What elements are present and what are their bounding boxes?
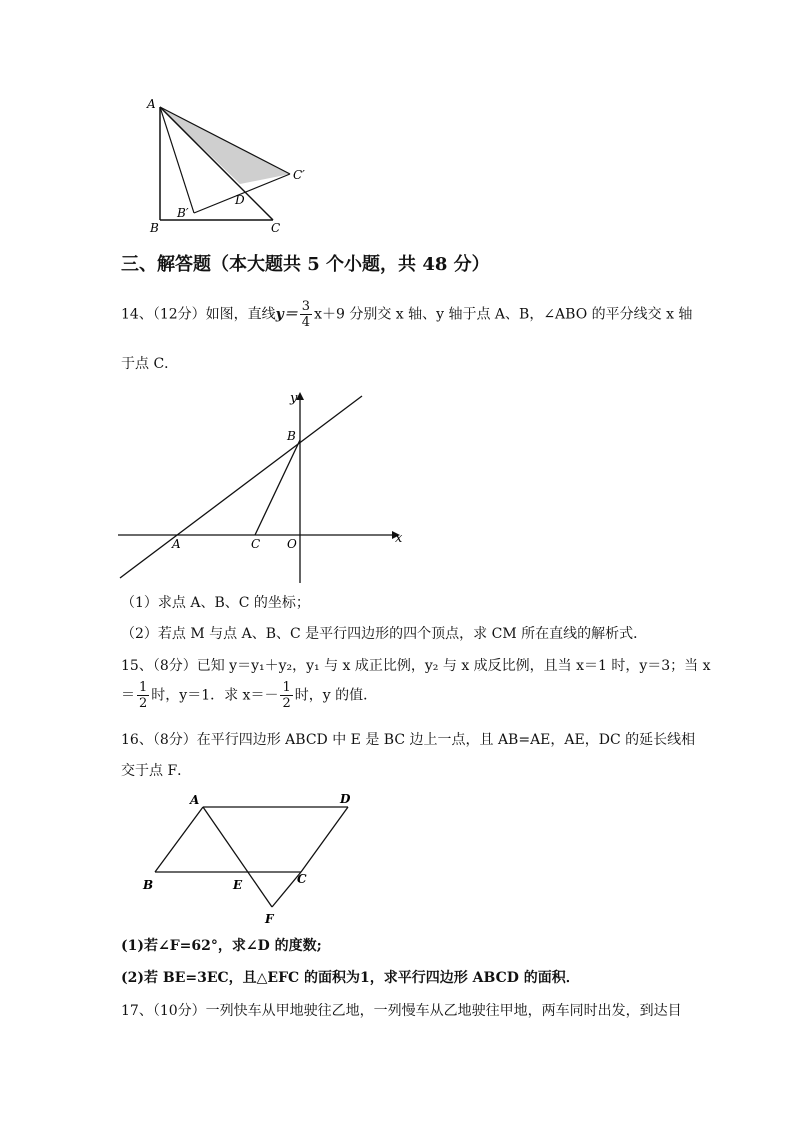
q14-frac-den: 4 xyxy=(301,315,311,330)
label-o: O xyxy=(287,537,297,551)
q14-part1: （1）求点 A、B、C 的坐标； xyxy=(121,595,310,611)
segment-bc xyxy=(255,440,300,535)
label-d: D xyxy=(235,193,245,207)
q15-line2-a: ＝ xyxy=(121,687,135,704)
q14-after-frac: x＋9 分别交 x 轴、y 轴于点 A、B，∠ABO 的平分线交 x 轴 xyxy=(314,306,693,323)
label-a: A xyxy=(147,97,156,111)
q15-line2-b: 时，y＝1．求 x＝－ xyxy=(151,687,279,704)
label-y: y xyxy=(290,391,298,406)
q15-fraction-2 xyxy=(280,681,292,710)
q15-frac2-num: 1 xyxy=(282,680,291,695)
q16-part2: (2)若 BE=3EC，且△EFC 的面积为1，求平行四边形 ABCD 的面积． xyxy=(121,970,580,986)
section-heading: 三、解答题（本大题共 5 个小题，共 48 分） xyxy=(121,254,490,275)
label-c-prime: C′ xyxy=(293,168,305,182)
q15-frac1-den: 2 xyxy=(139,696,148,711)
label-x: x xyxy=(395,531,403,546)
q14-prefix: 14、（12分）如图，直线 xyxy=(121,306,276,323)
q15-line2-c: 时，y 的值． xyxy=(294,687,378,704)
q16-part1: (1)若∠F=62°，求∠D 的度数; xyxy=(121,938,322,954)
label-b-prime: B′ xyxy=(177,206,189,220)
q15-frac1-num: 1 xyxy=(139,680,148,695)
q15-line2 xyxy=(121,681,377,710)
q14-y-eq: y＝ xyxy=(275,306,298,323)
figure-parallelogram xyxy=(135,788,365,928)
q15-frac2-den: 2 xyxy=(282,696,291,711)
q14-part2: （2）若点 M 与点 A、B、C 是平行四边形的四个顶点，求 CM 所在直线的解析式． xyxy=(121,626,648,642)
q14-line2: 于点 C． xyxy=(121,356,179,372)
q17-line1: 17、（10分）一列快车从甲地驶往乙地，一列慢车从乙地驶往甲地，两车同时出发，到达目 xyxy=(121,1003,682,1019)
q16-line2: 交于点 F． xyxy=(121,763,192,779)
line-ab xyxy=(120,396,362,578)
q15-fraction-1 xyxy=(137,681,149,710)
label-d: D xyxy=(340,792,351,806)
q14-fraction xyxy=(300,300,312,329)
q14-frac-num: 3 xyxy=(301,299,311,314)
q14-line1 xyxy=(121,300,692,329)
q16-line1: 16、（8分）在平行四边形 ABCD 中 E 是 BC 边上一点，且 AB=AE，AE，DC 的延长线相 xyxy=(121,732,696,748)
segment-ab xyxy=(155,807,203,872)
label-a: A xyxy=(172,537,181,551)
label-a: A xyxy=(190,793,200,807)
label-f: F xyxy=(265,912,274,926)
label-b: B xyxy=(287,429,296,443)
q15-line1: 15、（8分）已知 y＝y₁＋y₂，y₁ 与 x 成正比例，y₂ 与 x 成反比例，且当 x＝1 时，y＝3；当 x xyxy=(121,658,711,674)
label-c: C xyxy=(251,537,261,551)
segment-af xyxy=(203,807,272,907)
figure-coordinate-graph xyxy=(115,388,415,588)
segment-dc xyxy=(301,807,348,872)
label-e: E xyxy=(233,878,243,892)
label-b: B xyxy=(150,221,159,235)
label-b: B xyxy=(143,878,154,892)
label-c: C xyxy=(271,221,281,235)
figure-rotated-triangle xyxy=(140,92,320,237)
label-c: C xyxy=(297,872,307,886)
